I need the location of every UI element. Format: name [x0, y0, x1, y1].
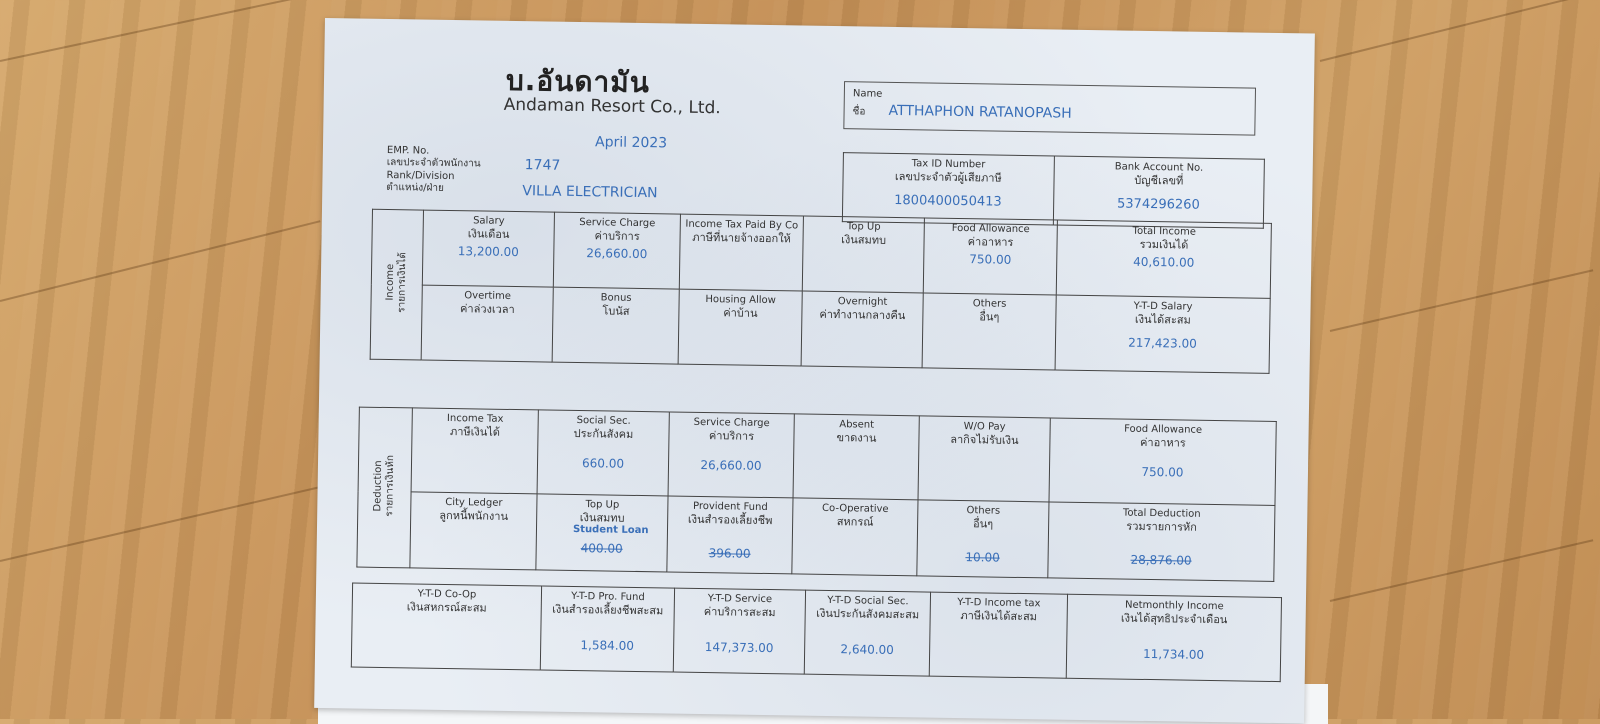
ytd-table	[351, 582, 1282, 682]
name-label-en: Name	[852, 88, 883, 100]
floor-seam	[1330, 539, 1594, 602]
ytd-cell: Y-T-D Service ค่าบริการสะสม 147,373.00	[673, 588, 805, 674]
deduction-cell: Social Sec. ประกันสังคม 660.00	[537, 410, 669, 496]
floor-seam	[1320, 0, 1592, 62]
tax-id-label-en: Tax ID Number	[911, 158, 986, 171]
income-cell: Others อื่นๆ	[922, 293, 1056, 370]
deduction-side-label	[372, 454, 397, 516]
income-cell: Top Up เงินสมทบ	[802, 216, 924, 293]
floor-seam	[0, 486, 322, 562]
ytd-cell: Netmonthly Income เงินได้สุทธิประจำเดือน 11,734.00	[1066, 594, 1281, 681]
deduction-cell: Food Allowance ค่าอาหาร 750.00	[1049, 418, 1276, 506]
company-name: Andaman Resort Co., Ltd.	[503, 94, 721, 119]
name-box	[843, 81, 1256, 135]
deduction-cell: Income Tax ภาษีเงินได้	[411, 408, 538, 494]
company-logo: บ.อันดามัน	[505, 63, 651, 100]
bank-label-en: Bank Account No.	[1114, 161, 1204, 174]
income-side-label	[384, 252, 409, 313]
deduction-cell: Top Up เงินสมทบ Student Loan 400.00	[536, 494, 668, 572]
payslip	[314, 18, 1315, 723]
floor-seam	[1330, 269, 1594, 332]
deduction-cell: Co-Operative สหกรณ์	[792, 498, 918, 576]
employee-name: ATTHAPHON RATANOPASH	[888, 102, 1072, 122]
income-side-en: Income	[384, 264, 397, 302]
deduction-cell: W/O Pay ลากิจไม่รับเงิน	[918, 416, 1050, 502]
tax-id-label-th: เลขประจำตัวผู้เสียภาษี	[894, 169, 1002, 185]
income-cell: Overtime ค่าล่วงเวลา	[421, 285, 553, 362]
deduction-table	[356, 407, 1276, 582]
deduction-side-en: Deduction	[372, 459, 385, 512]
income-cell: Y-T-D Salary เงินได้สะสม 217,423.00	[1055, 295, 1270, 373]
income-cell: Income Tax Paid By Co ภาษีที่นายจ้างออกให้	[679, 214, 803, 291]
income-side-th: รายการเงินได้	[396, 252, 409, 314]
deduction-side-th: รายการเงินหัก	[384, 454, 397, 517]
deduction-cell: Provident Fund เงินสำรองเลี้ยงชีพ 396.00	[667, 496, 793, 574]
income-cell: Service Charge ค่าบริการ 26,660.00	[553, 212, 680, 289]
rank-label-th: ตำแหน่ง/ฝ่าย	[386, 181, 445, 194]
deduction-cell: Absent ขาดงาน	[793, 414, 919, 500]
ytd-cell: Y-T-D Co-Op เงินสหกรณ์สะสม	[351, 583, 541, 670]
ytd-cell: Y-T-D Income tax ภาษีเงินได้สะสม	[929, 592, 1067, 678]
pay-period: April 2023	[594, 134, 668, 152]
student-loan-note: Student Loan	[572, 523, 649, 537]
income-cell: Total Income รวมเงินได้ 40,610.00	[1056, 220, 1271, 298]
deduction-cell: City Ledger ลูกหนี้พนักงาน	[410, 492, 537, 570]
ytd-cell: Y-T-D Social Sec. เงินประกันสังคมสะสม 2,640.00	[804, 590, 930, 676]
bank-label-th: บัญชีเลขที่	[1134, 173, 1184, 188]
income-cell: Housing Allow ค่าบ้าน	[678, 289, 802, 366]
rank-value: VILLA ELECTRICIAN	[522, 183, 658, 202]
name-label-th: ชื่อ	[852, 106, 866, 118]
bank-account-value: 5374296260	[1116, 196, 1200, 213]
deduction-cell: Total Deduction รวมรายการหัก 28,876.00	[1048, 502, 1275, 582]
deduction-cell: Service Charge ค่าบริการ 26,660.00	[668, 412, 794, 498]
emp-no-label-th: เลขประจำตัวพนักงาน	[386, 156, 481, 170]
floor-seam	[0, 220, 320, 302]
deduction-cell: Others อื่นๆ 10.00	[917, 500, 1049, 578]
floor-seam	[0, 0, 352, 62]
income-cell: Salary เงินเดือน 13,200.00	[422, 210, 554, 287]
tax-id-value: 1800400050413	[894, 192, 1002, 210]
income-table	[370, 209, 1272, 374]
ytd-cell: Y-T-D Pro. Fund เงินสำรองเลี้ยงชีพสะสม 1,584.00	[540, 586, 674, 672]
rank-label-en: Rank/Division	[386, 169, 455, 183]
income-cell: Food Allowance ค่าอาหาร 750.00	[923, 218, 1057, 295]
income-cell: Bonus โบนัส	[552, 287, 679, 364]
emp-no-value: 1747	[524, 157, 561, 174]
emp-no-label-en: EMP. No.	[386, 144, 430, 157]
income-cell: Overnight ค่าทำงานกลางคืน	[801, 291, 923, 368]
